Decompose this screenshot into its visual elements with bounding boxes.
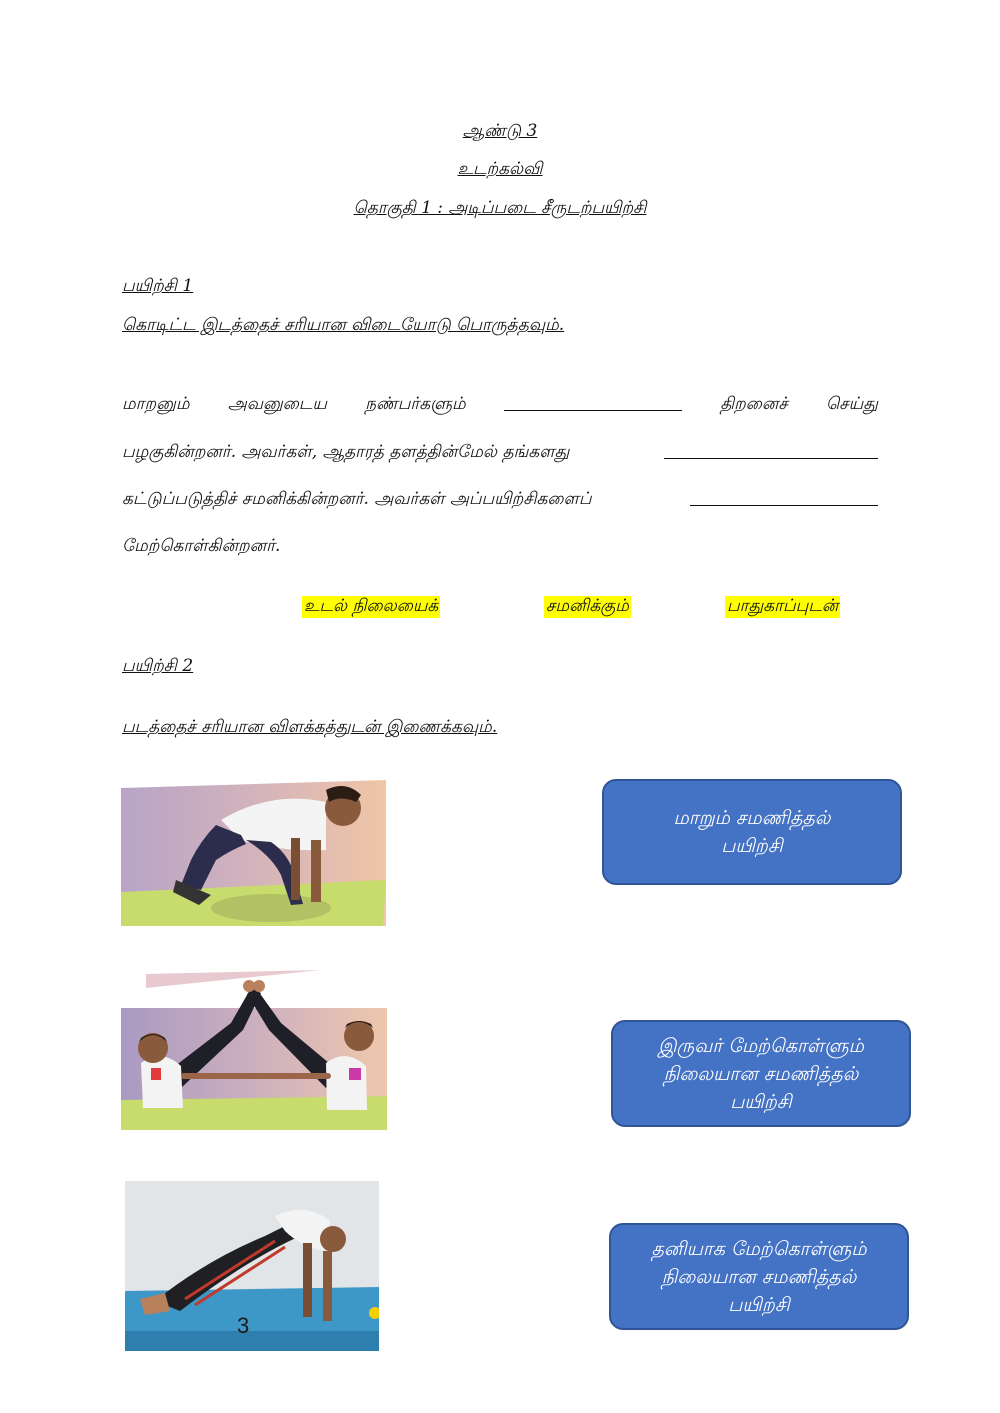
description-box-1[interactable] xyxy=(602,779,902,885)
exercise2-instruction: படத்தைச் சரியான விளக்கத்துடன் இணைக்கவும். xyxy=(122,717,498,737)
plank-pose-image xyxy=(125,1181,379,1351)
description-box-3[interactable] xyxy=(609,1223,909,1330)
paragraph-line-1 xyxy=(122,394,878,416)
description-box-2[interactable] xyxy=(611,1020,911,1127)
blank-3[interactable] xyxy=(690,489,878,506)
paragraph-line-2 xyxy=(122,442,878,464)
crow-pose-image xyxy=(121,780,386,926)
box-line: இருவர் மேற்கொள்ளும் xyxy=(658,1034,864,1057)
word: நண்பர்களும் xyxy=(365,394,466,414)
box-line: பயிற்சி xyxy=(721,835,783,857)
photo-number-label: 3 xyxy=(237,1313,250,1338)
photo-crow-pose[interactable] xyxy=(121,780,386,926)
word: மாறனும் xyxy=(122,394,190,414)
box-line: மாறும் சமணித்தல் xyxy=(673,807,831,829)
text: பழகுகின்றனர். அவர்கள், ஆதாரத் தளத்தின்மேல் தங்களது xyxy=(122,442,570,462)
header-unit: தொகுதி 1 : அடிப்படை சீருடற்பயிற்சி xyxy=(353,198,647,218)
box-line: பயிற்சி xyxy=(730,1090,792,1113)
exercise1-title: பயிற்சி 1 xyxy=(122,276,194,296)
blank-2[interactable] xyxy=(664,442,878,459)
box-line: நிலையான சமணித்தல் xyxy=(663,1062,859,1085)
partner-boat-pose-image xyxy=(121,968,387,1130)
option-2[interactable]: சமனிக்கும் xyxy=(546,596,629,616)
word: அவனுடைய xyxy=(227,394,327,414)
option-1[interactable]: உடல் நிலையைக் xyxy=(304,596,439,616)
exercise2-title: பயிற்சி 2 xyxy=(122,656,194,676)
photo-plank-pose[interactable] xyxy=(125,1181,379,1351)
word: திறனைச் xyxy=(720,394,788,414)
blank-1[interactable] xyxy=(504,394,682,411)
paragraph-line-3 xyxy=(122,489,878,511)
word: செய்து xyxy=(826,394,878,414)
text: கட்டுப்படுத்திச் சமனிக்கின்றனர். அவர்கள் அப்பயிற்சிகளைப் xyxy=(122,489,592,509)
box-line: பயிற்சி xyxy=(728,1293,790,1316)
exercise1-instruction: கொடிட்ட இடத்தைச் சரியான விடையோடு பொருத்தவும். xyxy=(122,315,565,335)
photo-partner-boat-pose[interactable] xyxy=(121,968,387,1130)
paragraph-line-4: மேற்கொள்கின்றனர். xyxy=(122,536,281,556)
box-line: நிலையான சமணித்தல் xyxy=(661,1265,857,1288)
box-line: தனியாக மேற்கொள்ளும் xyxy=(651,1237,867,1260)
header-year: ஆண்டு 3 xyxy=(462,121,538,141)
header-subject: உடற்கல்வி xyxy=(457,159,543,179)
option-3[interactable]: பாதுகாப்புடன் xyxy=(727,596,839,616)
